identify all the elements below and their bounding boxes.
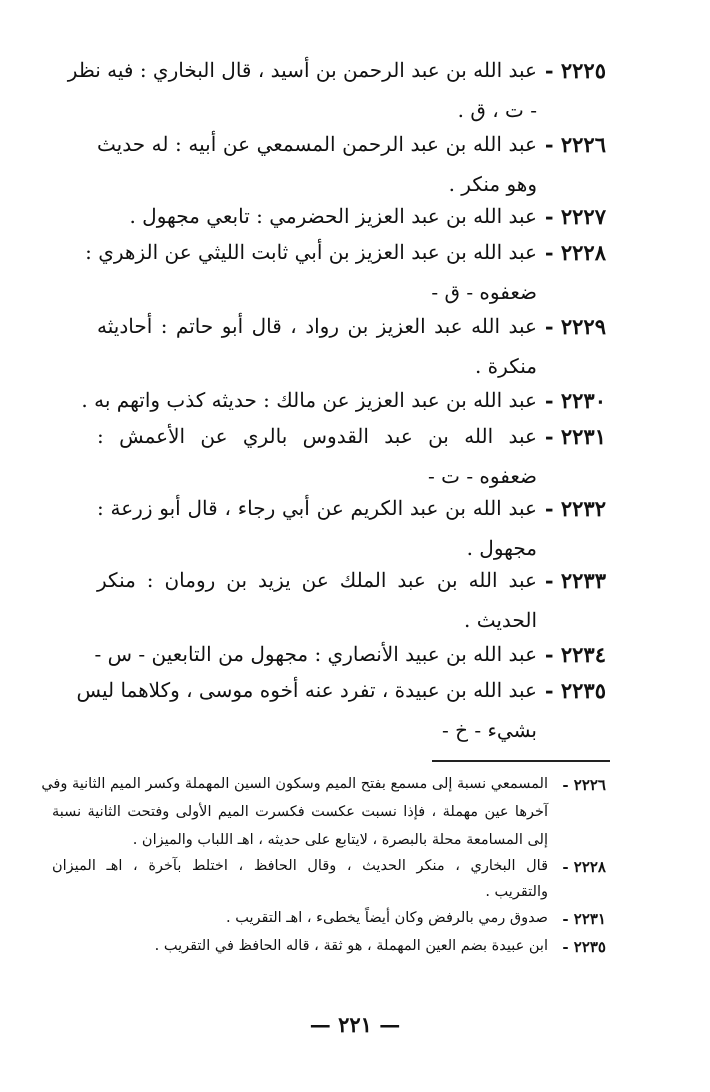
entry-number: ٢٢٣١ - (544, 424, 606, 449)
entry-number: ٢٢٣٣ - (544, 568, 606, 593)
footnote-number: ٢٢٢٦ - (562, 776, 606, 794)
entry-number: ٢٢٢٦ - (544, 132, 606, 157)
entry-text: عبد الله بن عبد العزيز بن أبي ثابت الليثي عن الزهري : (85, 240, 537, 264)
entry-number: ٢٢٣٥ - (544, 678, 606, 703)
entry-text-continuation: ضعفوه - ت - (428, 464, 537, 488)
entry-text-continuation: منكرة . (474, 354, 537, 378)
entry-text: عبد الله بن عبيد الأنصاري : مجهول من التابعين - س - (94, 642, 537, 666)
footnote-line: ابن عبيدة بضم العين المهملة ، هو ثقة ، قاله الحافظ في التقريب . (154, 938, 548, 954)
footnote-line: والتقريب . (485, 884, 548, 900)
footnote-line: إلى المسامعة محلة بالبصرة ، لايتابع على حديثه ، اهـ اللباب والميزان . (132, 832, 548, 848)
entry-text-continuation: - ت ، ق . (457, 98, 537, 122)
entry-text: عبد الله عبد العزيز بن رواد ، قال أبو حاتم : أحاديثه (97, 314, 537, 338)
footnote-line: آخرها عين مهملة ، فإذا نسبت عكست فكسرت الميم الأولى وفتحت الثانية نسبة (52, 804, 548, 820)
entry-number: ٢٢٢٥ - (544, 58, 606, 83)
entry-text-continuation: ضعفوه - ق - (431, 280, 537, 304)
entry-text: عبد الله بن عبد الرحمن بن أسيد ، قال البخاري : فيه نظر (67, 58, 537, 82)
footnote-line: قال البخاري ، منكر الحديث ، وقال الحافظ ، اختلط بآخرة ، اهـ الميزان (52, 858, 548, 874)
entry-number: ٢٢٢٩ - (544, 314, 606, 339)
entry-text: عبد الله بن عبد الكريم عن أبي رجاء ، قال أبو زرعة : (97, 496, 537, 520)
page-number: — ٢٢١ — (309, 1012, 401, 1037)
entry-text: عبد الله بن عبد القدوس بالري عن الأعمش : (97, 424, 537, 448)
entry-text: عبد الله بن عبيدة ، تفرد عنه أخوه موسى ، وكلاهما ليس (76, 678, 537, 702)
footnote-separator (432, 760, 610, 762)
entry-text: عبد الله بن عبد الملك عن يزيد بن رومان : منكر (97, 568, 537, 592)
entry-text: عبد الله بن عبد العزيز عن مالك : حديثه كذب واتهم به . (81, 388, 537, 412)
entry-text: عبد الله بن عبد الرحمن المسمعي عن أبيه : له حديث (97, 132, 537, 156)
footnote-number: ٢٢٣١ - (562, 910, 606, 928)
entry-number: ٢٢٣٠ - (544, 388, 606, 413)
entry-text-continuation: وهو منكر . (448, 172, 537, 196)
entry-text: عبد الله بن عبد العزيز الحضرمي : تابعي مجهول . (129, 204, 537, 228)
footnote-line: صدوق رمي بالرفض وكان أيضاً يخطىء ، اهـ التقريب . (226, 910, 548, 926)
footnote-number: ٢٢٣٥ - (562, 938, 606, 956)
entry-text-continuation: بشيء - خ - (442, 718, 537, 742)
entry-number: ٢٢٢٧ - (544, 204, 606, 229)
entry-number: ٢٢٣٤ - (544, 642, 606, 667)
entry-number: ٢٢٣٢ - (544, 496, 606, 521)
entry-number: ٢٢٢٨ - (544, 240, 606, 265)
entry-text-continuation: الحديث . (464, 608, 537, 632)
footnote-number: ٢٢٢٨ - (562, 858, 606, 876)
entry-text-continuation: مجهول . (466, 536, 537, 560)
footnote-line: المسمعي نسبة إلى مسمع بفتح الميم وسكون السين المهملة وكسر الميم الثانية وفي (41, 776, 548, 792)
